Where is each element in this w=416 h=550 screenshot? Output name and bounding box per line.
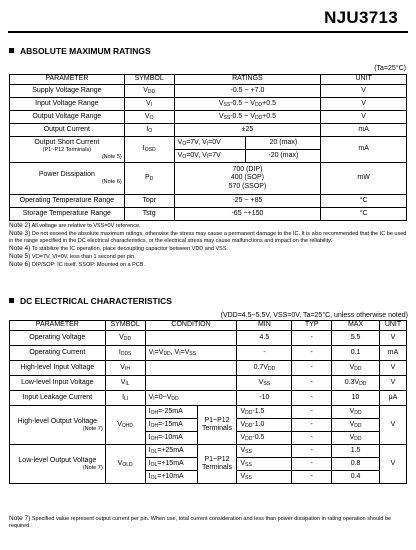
dc-header-row (10, 321, 407, 331)
col-header-typ: TYP (292, 321, 332, 331)
symbol-cell: Topr (124, 195, 174, 208)
terminals-cell: P1~P12 Terminals (197, 445, 237, 484)
symbol-cell: Tstg (124, 208, 174, 221)
unit-cell: °C (321, 195, 407, 208)
min-cell: 4.5 (237, 331, 292, 346)
table-row (10, 391, 407, 406)
param-cell (10, 163, 125, 195)
param-cell: Operating Current (10, 346, 106, 361)
dc-section-title (9, 296, 172, 306)
note-ref: (Note 7) (82, 464, 103, 471)
terminals-cell: P1~P12 Terminals (197, 406, 237, 445)
short-current-sub: (P1~P12 Terminals) (42, 147, 92, 154)
param-cell: Storage Temperature Range (10, 208, 125, 221)
typ-cell: - (292, 419, 332, 432)
note-text: Specified value represent output current per pin. When use, total current consideration and less than power dissipation in rating operation should be required. (9, 516, 392, 530)
unit-cell: mW (321, 163, 407, 195)
typ-cell: - (292, 346, 332, 361)
min-cell: $V_{DD}-1.0$ (237, 419, 292, 432)
unit-cell: V (321, 98, 407, 111)
table-row (10, 406, 407, 419)
col-header-symbol: SYMBOL (105, 321, 145, 331)
unit-cell: V (321, 111, 407, 124)
unit-cell: V (379, 331, 406, 346)
voh-label: High-level Output Voltage (17, 417, 98, 425)
note-text: VO=7V, VI=0V, less than 1 second per pin. (31, 254, 136, 261)
note-item (9, 230, 409, 245)
min-cell: $V_{DD}-1.5$ (237, 406, 292, 419)
note-label: Note 6) (9, 261, 31, 269)
abs-max-section-title (9, 46, 151, 56)
col-header-unit: UNIT (321, 75, 407, 85)
note-item (9, 222, 409, 230)
min-cell: $V_{DD}-0.5$ (237, 432, 292, 445)
symbol-cell: $V_{OLD}$ (105, 445, 145, 484)
note-text: All voltage are relative to VSS=0V reference. (31, 223, 141, 229)
min-cell: $V_{SS}$ (237, 376, 292, 391)
short-current-label: Output Short Current (34, 139, 100, 147)
unit-cell: mA (379, 346, 406, 361)
table-row (10, 346, 407, 361)
note-text: DIP/SOP: IC itself. SSOP: Mounted on a PCB. (31, 262, 145, 269)
note-label: Note 2) (9, 222, 31, 229)
symbol-cell: $P_D$ (124, 163, 174, 195)
power-sop: 400 (SOP) (230, 174, 264, 182)
condition-cell: $I_{OL}=+10mA$ (145, 471, 197, 484)
unit-cell: μA (379, 391, 406, 406)
unit-cell: V (379, 406, 406, 445)
table-row (10, 376, 407, 391)
note-item (9, 245, 409, 253)
symbol-cell: $I_{DDS}$ (105, 346, 145, 361)
note-label: Note 4) (9, 245, 31, 253)
vol-label: Low-level Output Voltage (18, 456, 97, 464)
typ-cell: - (292, 445, 332, 458)
param-cell: Low-level Input Voltage (10, 376, 106, 391)
abs-max-table (9, 74, 407, 221)
max-cell: 1.5 (332, 445, 380, 458)
power-dip: 700 (DIP) (232, 166, 263, 174)
table-row (10, 361, 407, 376)
symbol-cell: $V_I$ (124, 98, 174, 111)
typ-cell: - (292, 376, 332, 391)
symbol-cell: $V_{DD}$ (105, 331, 145, 346)
symbol-cell: $V_{IH}$ (105, 361, 145, 376)
rating-cell: $V_{SS}-0.5$ ~ $V_{DD}+0.5$ (174, 98, 321, 111)
power-label: Power Dissipation (38, 171, 95, 179)
typ-cell: - (292, 361, 332, 376)
max-cell: $V_{DD}$ (332, 432, 380, 445)
typ-cell: - (292, 391, 332, 406)
rating-cell: -65 ~+150 (174, 208, 321, 221)
col-header-unit: UNIT (379, 321, 406, 331)
table-row (10, 137, 407, 150)
table-row (10, 124, 407, 137)
dc-title-text: DC ELECTRICAL CHARACTERISTICS (20, 296, 172, 306)
symbol-cell: $V_{DD}$ (124, 85, 174, 98)
power-ssop: 570 (SSOP) (228, 182, 267, 190)
condition-cell: $I_{OH}=-25mA$ (145, 406, 197, 419)
param-cell: Output Current (10, 124, 125, 137)
dc-note (9, 515, 409, 530)
table-row (10, 208, 407, 221)
col-header-min: MIN (237, 321, 292, 331)
typ-cell: - (292, 432, 332, 445)
note-text: To stabilize the IC operation, place decoupling capacitor between VDD and VSS. (31, 246, 229, 253)
param-cell: Supply Voltage Range (10, 85, 125, 98)
max-cell: 0.1 (332, 346, 380, 361)
symbol-cell: $I_{OSD}$ (124, 137, 174, 163)
table-row (10, 98, 407, 111)
unit-cell: V (379, 361, 406, 376)
note-label: Note 3) (9, 230, 31, 238)
abs-notes (9, 222, 409, 270)
rating-cell: 20 (max) (246, 137, 321, 150)
max-cell: 0.4 (332, 471, 380, 484)
typ-cell: - (292, 458, 332, 471)
condition-cell (145, 361, 237, 376)
note-label: Note 7) (9, 515, 31, 522)
section-bullet-icon (9, 48, 14, 53)
param-cell (10, 445, 106, 484)
max-cell: $V_{DD}$ (332, 419, 380, 432)
condition-cell: $I_{OL}=+25mA$ (145, 445, 197, 458)
header-rule (8, 31, 408, 33)
unit-cell: V (379, 445, 406, 484)
unit-cell: mA (321, 137, 407, 163)
condition-cell (145, 331, 237, 346)
part-number-title: NJU3713 (324, 8, 398, 27)
condition-cell: $I_{OL}=+15mA$ (145, 458, 197, 471)
min-cell: $0.7V_{DD}$ (237, 361, 292, 376)
param-cell: Input Voltage Range (10, 98, 125, 111)
typ-cell: - (292, 406, 332, 419)
param-cell: Output Voltage Range (10, 111, 125, 124)
table-row (10, 85, 407, 98)
min-cell: $V_{SS}$ (237, 445, 292, 458)
param-cell: Input Leakage Current (10, 391, 106, 406)
param-cell (10, 406, 106, 445)
rating-cell: -0.5 ~ +7.0 (174, 85, 321, 98)
col-header-parameter: PARAMETER (10, 321, 106, 331)
symbol-cell: $V_{IL}$ (105, 376, 145, 391)
col-header-parameter: PARAMETER (10, 75, 125, 85)
page-header (0, 0, 416, 36)
note-ref: (Note 7) (82, 425, 103, 432)
section-bullet-icon (9, 298, 14, 303)
note-text: Do not exceed the absolute maximum ratings, otherwise the stress may cause a permanent damage to the IC. It is also recommended that the IC be used in the range specified in the DC electrical characteristics, or the electrical stress may cause malfunctions and impact on the reliability. (9, 231, 407, 245)
condition-cell: $V_O=7V$, $V_I=0V$ (174, 137, 246, 150)
symbol-cell: $I_{LI}$ (105, 391, 145, 406)
rating-cell: ±25 (174, 124, 321, 137)
col-header-condition: CONDITION (145, 321, 237, 331)
max-cell: 5.5 (332, 331, 380, 346)
note-item (9, 261, 409, 269)
symbol-cell: $I_O$ (124, 124, 174, 137)
unit-cell: mA (321, 124, 407, 137)
max-cell: $V_{DD}$ (332, 406, 380, 419)
condition-cell: $V_I=V_{DD}$, $V_I=V_{SS}$ (145, 346, 237, 361)
param-cell (10, 137, 125, 163)
col-header-ratings: RATINGS (174, 75, 321, 85)
max-cell: $0.3V_{DD}$ (332, 376, 380, 391)
abs-max-title-text: ABSOLUTE MAXIMUM RATINGS (20, 46, 151, 56)
min-cell: $V_{SS}$ (237, 471, 292, 484)
condition-cell: $I_{OH}=-10mA$ (145, 432, 197, 445)
table-row (10, 331, 407, 346)
max-cell: 10 (332, 391, 380, 406)
table-row (10, 195, 407, 208)
max-cell: $V_{DD}$ (332, 361, 380, 376)
dc-table (9, 320, 407, 484)
rating-cell: -20 (max) (246, 150, 321, 163)
note-ref: (Note 6) (101, 179, 122, 186)
unit-cell: °C (321, 208, 407, 221)
rating-cell: -25 ~ +85 (174, 195, 321, 208)
symbol-cell: $V_O$ (124, 111, 174, 124)
max-cell: 0.8 (332, 458, 380, 471)
abs-max-condition: (Ta=25°C) (374, 65, 406, 72)
col-header-max: MAX (332, 321, 380, 331)
condition-cell: $V_I=0\sim V_{DD}$ (145, 391, 237, 406)
note-ref: (Note 5) (101, 153, 122, 160)
condition-cell (145, 376, 237, 391)
unit-cell: V (321, 85, 407, 98)
table-row (10, 111, 407, 124)
abs-header-row (10, 75, 407, 85)
typ-cell: - (292, 331, 332, 346)
typ-cell: - (292, 471, 332, 484)
condition-cell: $I_{OH}=-15mA$ (145, 419, 197, 432)
min-cell: -10 (237, 391, 292, 406)
col-header-symbol: SYMBOL (124, 75, 174, 85)
note-item (9, 253, 409, 261)
table-row (10, 163, 407, 195)
param-cell: Operating Temperature Range (10, 195, 125, 208)
unit-cell: V (379, 376, 406, 391)
dc-condition: (VDD=4.5~5.5V, VSS=0V, Ta=25°C, unless otherwise noted) (220, 312, 408, 319)
table-row (10, 445, 407, 458)
symbol-cell: $V_{OHD}$ (105, 406, 145, 445)
min-cell: - (237, 346, 292, 361)
rating-cell (174, 163, 321, 195)
param-cell: High-level Input Voltage (10, 361, 106, 376)
note-label: Note 5) (9, 253, 31, 261)
param-cell: Operating Voltage (10, 331, 106, 346)
rating-cell: $V_{SS}-0.5$ ~ $V_{DD}+0.5$ (174, 111, 321, 124)
condition-cell: $V_O=0V$, $V_I=7V$ (174, 150, 246, 163)
min-cell: $V_{SS}$ (237, 458, 292, 471)
